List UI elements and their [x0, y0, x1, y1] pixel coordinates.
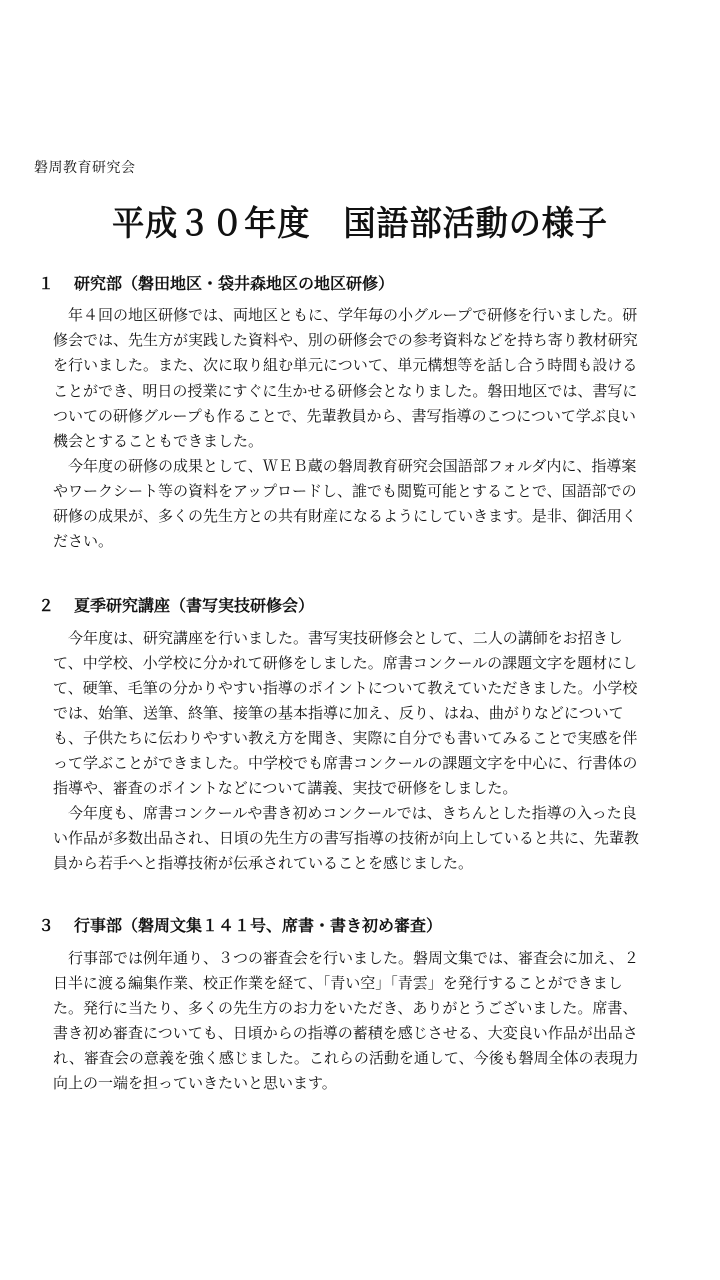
- body-line: って学ぶことができました。中学校でも席書コンクールの課題文字を中心に、行書体の: [53, 754, 638, 772]
- body-line: では、始筆、送筆、終筆、接筆の基本指導に加え、反り、はね、曲がりなどについて: [53, 704, 624, 722]
- body-line: ださい。: [53, 532, 114, 550]
- section-number: ２: [38, 596, 55, 615]
- body-line: 向上の一端を担っていきたいと思います。: [53, 1074, 337, 1092]
- section-heading: [38, 913, 442, 936]
- body-line: 今年度も、席書コンクールや書き初めコンクールでは、きちんとした指導の入った良: [53, 804, 637, 822]
- body-line: を行いました。また、次に取り組む単元について、単元構想等を話し合う時間も設ける: [53, 356, 638, 374]
- body-line: 修会では、先生方が実践した資料や、別の研修会での参考資料などを持ち寄り教材研究: [53, 331, 638, 349]
- section-title: 夏季研究講座（書写実技研修会）: [74, 596, 315, 615]
- body-line: 機会とすることもできました。: [53, 432, 264, 450]
- body-line: ついての研修グループも作ることで、先輩教員から、書写指導のこつについて学ぶ良い: [53, 407, 636, 425]
- body-line: て、硬筆、毛筆の分かりやすい指導のポイントについて教えていただきました。小学校: [53, 679, 638, 697]
- body-line: 書き初め審査についても、日頃からの指導の蓄積を感じさせる、大変良い作品が出品さ: [53, 1024, 638, 1042]
- section-title: 研究部（磐田地区・袋井森地区の地区研修）: [74, 274, 395, 293]
- body-line: た。発行に当たり、多くの先生方のお力をいただき、ありがとうございました。席書、: [53, 999, 638, 1017]
- body-line: ことができ、明日の授業にすぐに生かせる研修会となりました。磐田地区では、書写に: [53, 382, 638, 400]
- section-heading: [38, 593, 314, 616]
- body-line: 行事部では例年通り、３つの審査会を行いました。磐周文集では、審査会に加え、２: [53, 949, 639, 967]
- body-line: れ、審査会の意義を強く感じました。これらの活動を通して、今後も磐周全体の表現力: [53, 1049, 639, 1067]
- section-heading: [38, 271, 394, 294]
- body-line: 日半に渡る編集作業、校正作業を経て、「青い空」「青雲」を発行することができまし: [53, 974, 623, 992]
- body-line: て、中学校、小学校に分かれて研修をしました。席書コンクールの課題文字を題材にし: [53, 654, 638, 672]
- body-line: 員から若手へと指導技術が伝承されていることを感じました。: [53, 854, 474, 872]
- section-title: 行事部（磐周文集１４１号、席書・書き初め審査）: [74, 916, 443, 935]
- page-title: 平成３０年度 国語部活動の様子: [112, 204, 608, 244]
- body-line: 今年度は、研究講座を行いました。書写実技研修会として、二人の講師をお招きし: [53, 629, 623, 647]
- body-line: 研修の成果が、多くの先生方との共有財産になるようにしていきます。是非、御活用く: [53, 507, 637, 525]
- body-line: 年４回の地区研修では、両地区ともに、学年毎の小グループで研修を行いました。研: [53, 306, 638, 324]
- body-line: やワークシート等の資料をアップロードし、誰でも閲覧可能とすることで、国語部での: [53, 482, 637, 500]
- body-line: 今年度の研修の成果として、ＷＥＢ蔵の磐周教育研究会国語部フォルダ内に、指導案: [53, 457, 637, 475]
- body-line: い作品が多数出品され、日頃の先生方の書写指導の技術が向上していると共に、先輩教: [53, 829, 639, 847]
- section-number: １: [38, 274, 55, 293]
- section-number: ３: [38, 916, 55, 935]
- body-line: も、子供たちに伝わりやすい教え方を聞き、実際に自分でも書いてみることで実感を伴: [53, 729, 638, 747]
- body-line: 指導や、審査のポイントなどについて講義、実技で研修をしました。: [53, 779, 518, 797]
- org-name: 磐周教育研究会: [34, 160, 136, 176]
